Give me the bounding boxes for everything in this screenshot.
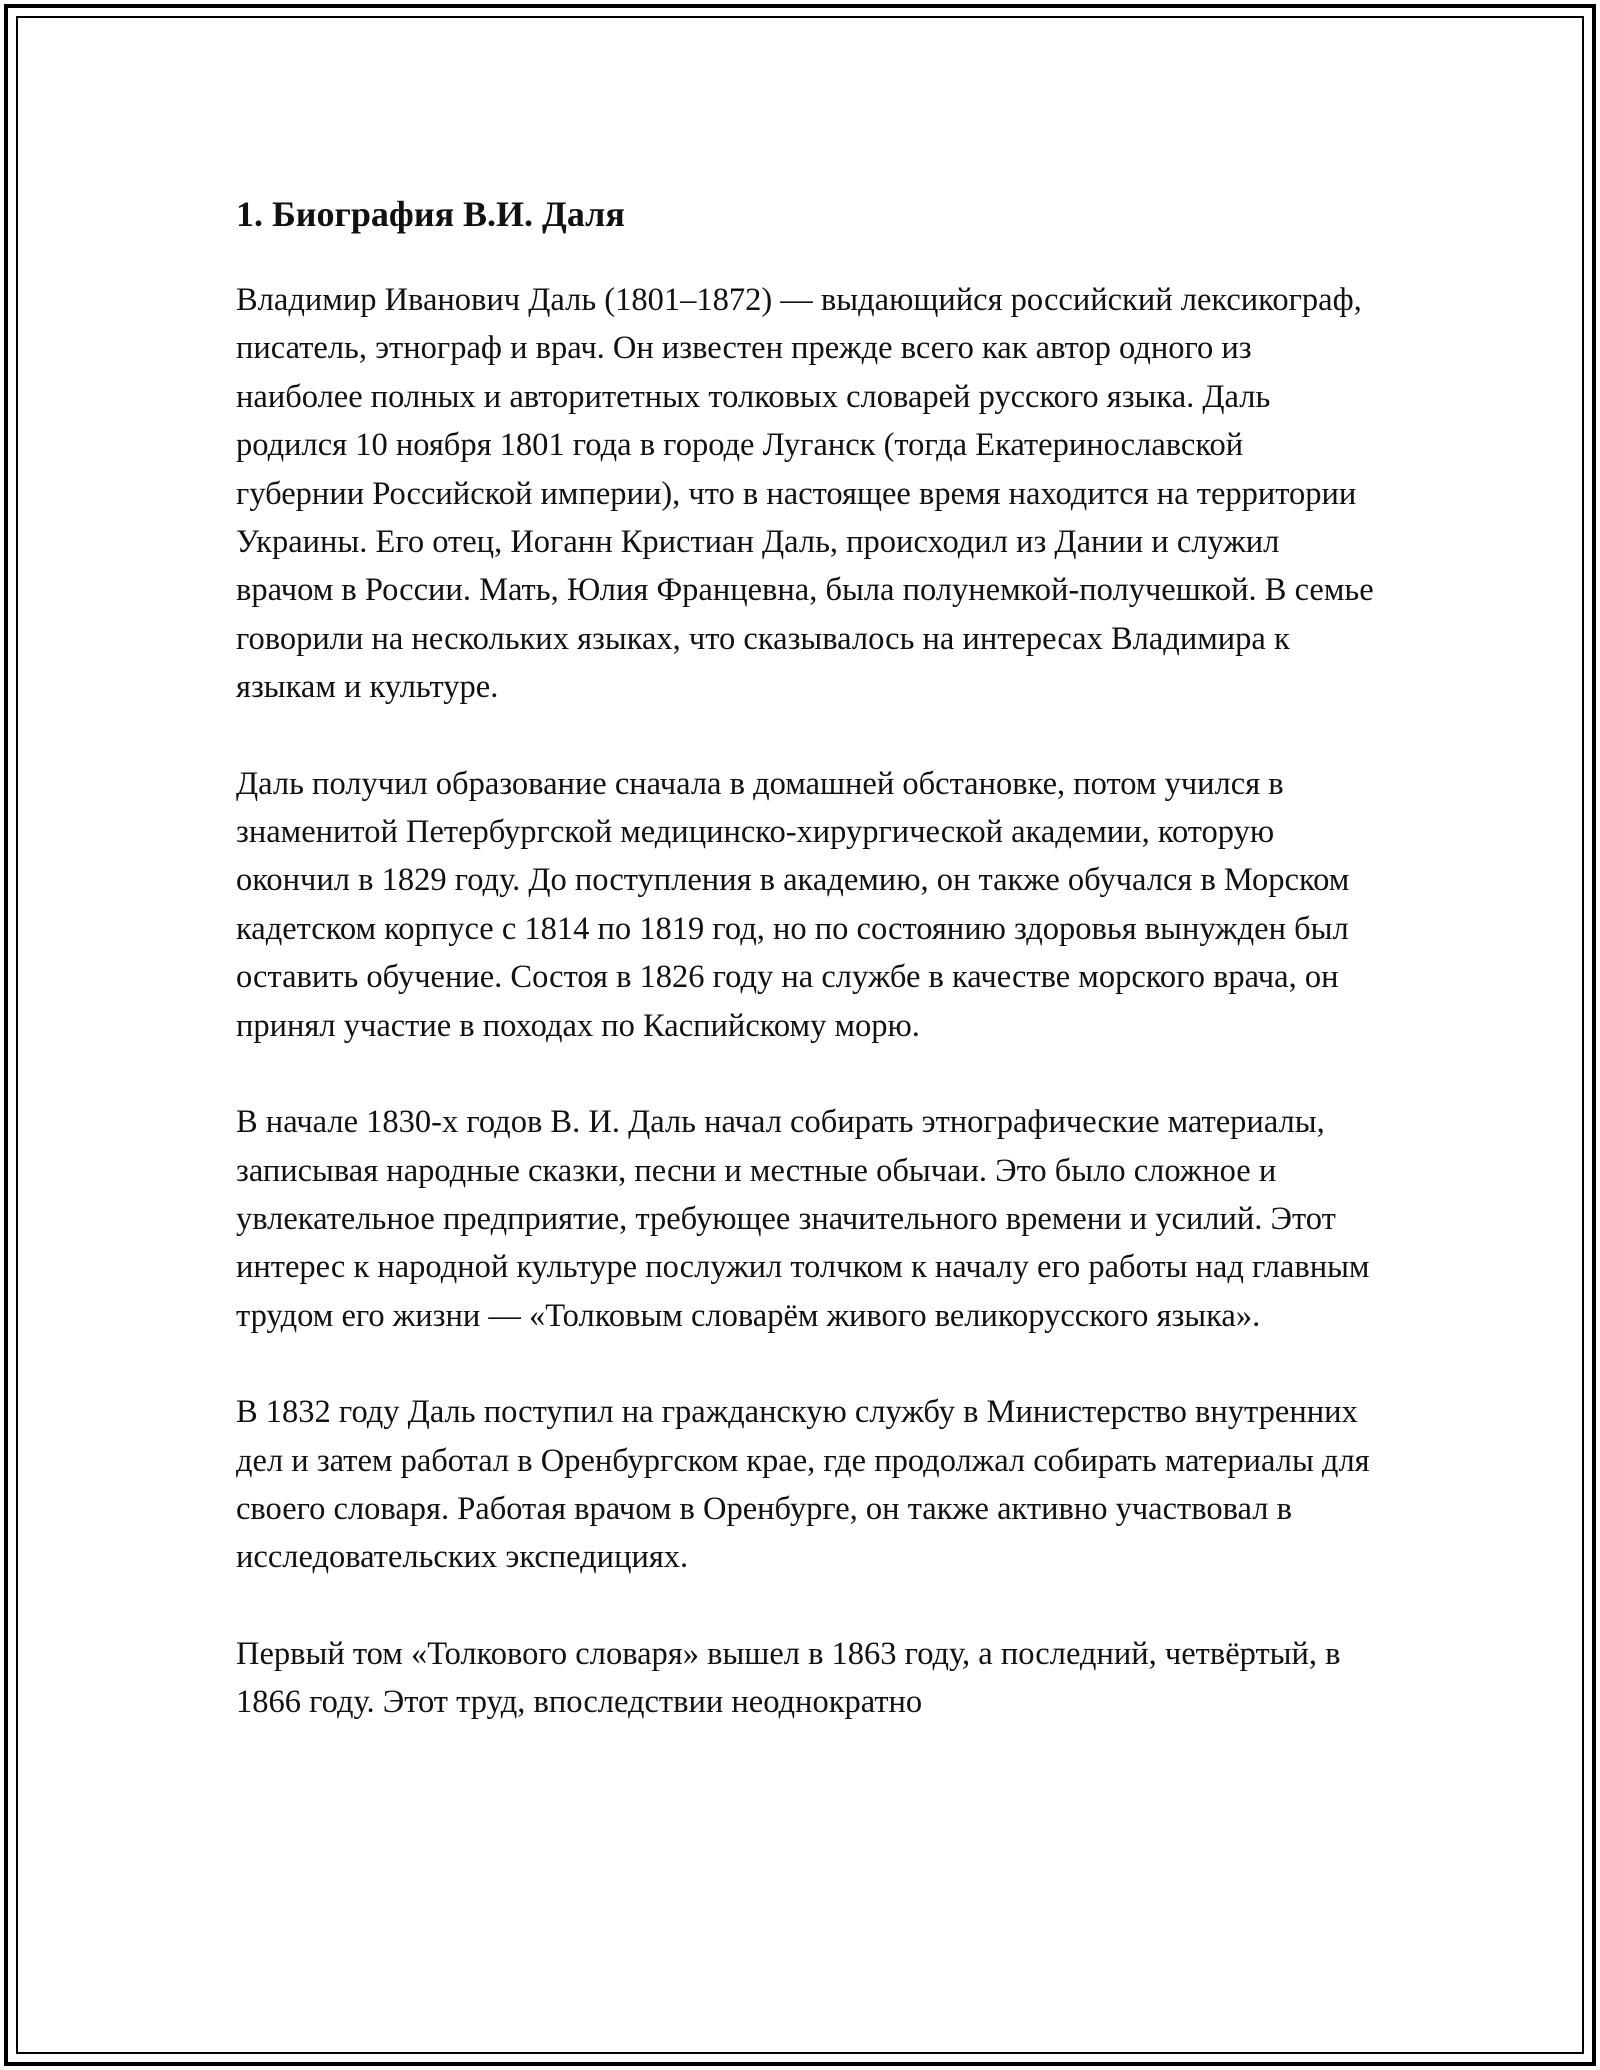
paragraph-4: В 1832 году Даль поступил на гражданскую службу в Министерство внутренних дел и затем работал в Оренбургском крае, где продолжал собирать материалы для своего словаря. Работая врачом в Оренбурге, он также активно участвовал в исследовательских экспедициях. — [236, 1394, 1370, 1576]
section-heading: 1. Биография В.И. Даля — [236, 194, 625, 234]
paragraph-1: Владимир Иванович Даль (1801–1872) — выдающийся российский лексикограф, писатель, этнограф и врач. Он известен прежде всего как автор одного из наиболее полных и авторитетных толковых словарей русского языка. Даль родился 10 ноября 1801 года в городе Луганск (тогда Екатеринославской губернии Российской империи), что в настоящее время находится на территории Украины. Его отец, Иоганн Кристиан Даль, происходил из Дании и служил врачом в России. Мать, Юлия Францевна, была полунемкой-получешкой. В семье говорили на нескольких языках, что сказывалось на интересах Владимира к языкам и культуре. — [236, 282, 1374, 706]
paragraph-5: Первый том «Толкового словаря» вышел в 1863 году, а последний, четвёртый, в 1866 году. Этот труд, впоследствии неоднократно — [236, 1635, 1341, 1721]
paragraph-2: Даль получил образование сначала в домашней обстановке, потом учился в знаменитой Петербургской медицинско-хирургической академии, которую окончил в 1829 году. До поступления в академию, он также обучался в Морском кадетском корпусе с 1814 по 1819 год, но по состоянию здоровья вынужден был оставить обучение. Состоя в 1826 году на службе в качестве морского врача, он принял участие в походах по Каспийскому морю. — [236, 765, 1350, 1044]
document-body — [236, 186, 1376, 1775]
paragraph-3: В начале 1830-х годов В. И. Даль начал собирать этнографические материалы, записывая народные сказки, песни и местные обычаи. Это было сложное и увлекательное предприятие, требующее значительного времени и усилий. Этот интерес к народной культуре послужил толчком к началу его работы над главным трудом его жизни — «Толковым словарём живого великорусского языка». — [236, 1104, 1370, 1334]
